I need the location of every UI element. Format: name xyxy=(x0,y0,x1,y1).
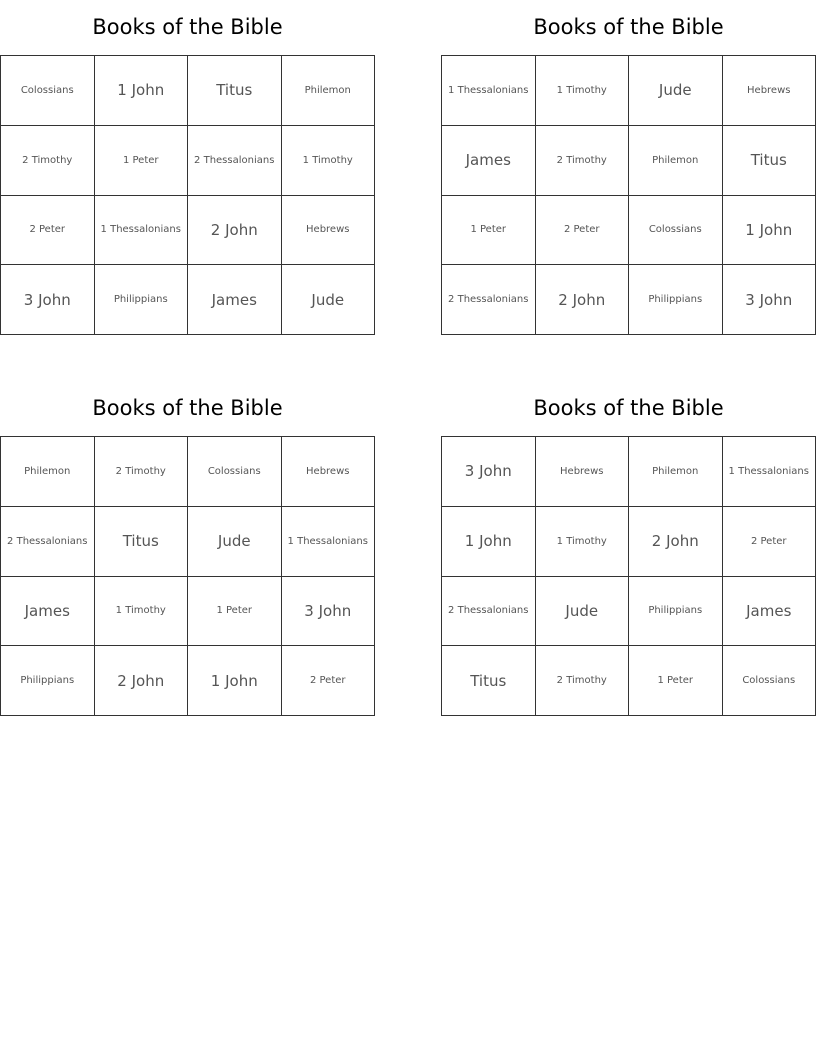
grid-cell: 1 Thessalonians xyxy=(442,56,536,126)
grid-cell: Jude xyxy=(536,577,630,647)
grid-cell: 1 Timothy xyxy=(536,56,630,126)
grid-cell: 1 Peter xyxy=(188,577,282,647)
grid-cell: 1 Timothy xyxy=(536,507,630,577)
grid-cell: 2 Timothy xyxy=(1,126,95,196)
grid-cell: 1 Timothy xyxy=(95,577,189,647)
grid-cell: Philippians xyxy=(95,265,189,335)
card-title: Books of the Bible xyxy=(533,396,724,420)
grid-cell: 2 Peter xyxy=(536,196,630,266)
grid-cell: 1 Peter xyxy=(629,646,723,716)
grid-cell: 3 John xyxy=(282,577,376,647)
grid-cell: 2 John xyxy=(629,507,723,577)
grid-cell: Colossians xyxy=(188,437,282,507)
grid-cell: 1 John xyxy=(723,196,816,266)
grid-cell: Hebrews xyxy=(723,56,816,126)
grid-cell: Titus xyxy=(442,646,536,716)
grid-cell: Philemon xyxy=(629,126,723,196)
grid-cell: Hebrews xyxy=(282,437,376,507)
grid-cell: James xyxy=(723,577,816,647)
grid-cell: 1 Thessalonians xyxy=(95,196,189,266)
grid-cell: 3 John xyxy=(723,265,816,335)
grid-cell: Philemon xyxy=(1,437,95,507)
bingo-grid xyxy=(441,55,816,335)
grid-cell: Philippians xyxy=(629,577,723,647)
grid-cell: Hebrews xyxy=(282,196,376,266)
grid-cell: 2 Timothy xyxy=(536,126,630,196)
card-title: Books of the Bible xyxy=(92,396,283,420)
card-title: Books of the Bible xyxy=(92,15,283,39)
grid-cell: 1 Thessalonians xyxy=(723,437,816,507)
grid-cell: 2 Peter xyxy=(1,196,95,266)
grid-cell: 2 John xyxy=(188,196,282,266)
grid-cell: Titus xyxy=(188,56,282,126)
grid-cell: Colossians xyxy=(629,196,723,266)
grid-cell: 1 John xyxy=(188,646,282,716)
grid-cell: Philippians xyxy=(1,646,95,716)
grid-cell: Colossians xyxy=(1,56,95,126)
grid-cell: 2 Timothy xyxy=(536,646,630,716)
card-title: Books of the Bible xyxy=(533,15,724,39)
grid-cell: James xyxy=(188,265,282,335)
grid-cell: Philemon xyxy=(629,437,723,507)
grid-cell: 2 Thessalonians xyxy=(442,577,536,647)
grid-cell: 1 John xyxy=(442,507,536,577)
bingo-grid xyxy=(0,436,375,716)
grid-cell: 1 Peter xyxy=(95,126,189,196)
bingo-grid xyxy=(441,436,816,716)
grid-cell: 2 Thessalonians xyxy=(1,507,95,577)
grid-cell: Jude xyxy=(629,56,723,126)
grid-cell: Jude xyxy=(282,265,376,335)
grid-cell: 1 Timothy xyxy=(282,126,376,196)
bingo-grid xyxy=(0,55,375,335)
grid-cell: 2 John xyxy=(95,646,189,716)
grid-cell: Philippians xyxy=(629,265,723,335)
grid-cell: Jude xyxy=(188,507,282,577)
grid-cell: James xyxy=(1,577,95,647)
grid-cell: James xyxy=(442,126,536,196)
grid-cell: 1 Peter xyxy=(442,196,536,266)
grid-cell: Titus xyxy=(723,126,816,196)
grid-cell: Philemon xyxy=(282,56,376,126)
grid-cell: 2 Timothy xyxy=(95,437,189,507)
grid-cell: Titus xyxy=(95,507,189,577)
grid-cell: 3 John xyxy=(442,437,536,507)
grid-cell: 3 John xyxy=(1,265,95,335)
grid-cell: 2 Thessalonians xyxy=(188,126,282,196)
grid-cell: 1 John xyxy=(95,56,189,126)
grid-cell: 2 John xyxy=(536,265,630,335)
grid-cell: 2 Peter xyxy=(282,646,376,716)
grid-cell: Colossians xyxy=(723,646,816,716)
grid-cell: 2 Thessalonians xyxy=(442,265,536,335)
grid-cell: 2 Peter xyxy=(723,507,816,577)
grid-cell: 1 Thessalonians xyxy=(282,507,376,577)
grid-cell: Hebrews xyxy=(536,437,630,507)
